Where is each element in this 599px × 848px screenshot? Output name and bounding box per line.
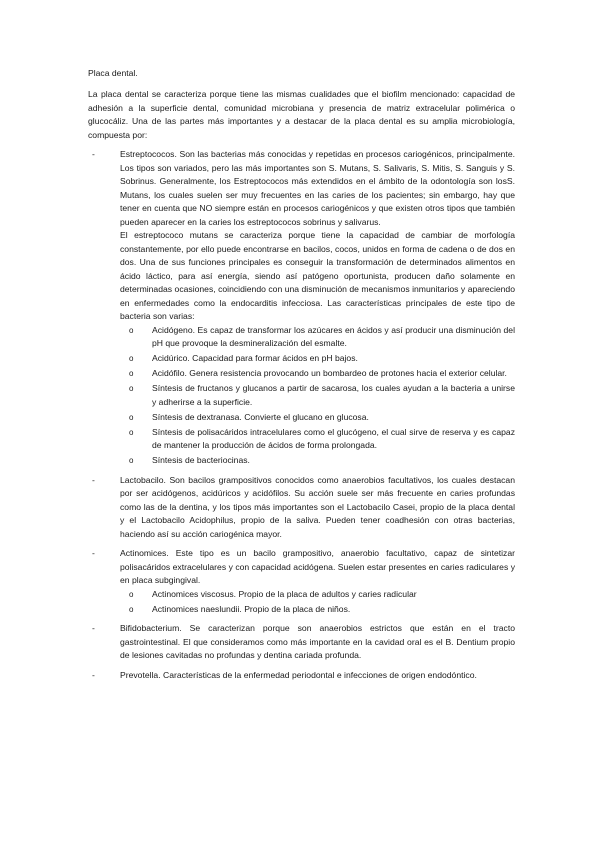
sub-item-text: Actinomices viscosus. Propio de la placa de adultos y caries radicular	[152, 588, 417, 599]
item-paragraph: El estreptococo mutans se caracteriza porque tiene la capacidad de cambiar de morfología constantemente, por ello puede encontrarse en bacilos, cocos, unidos en forma de cadena o de dos en dos. Una de sus funciones principales es conseguir la transformación de determinados alimentos en ácido láctico, para así energía, siendo así patógeno oportunista, producen daño solamente en determinadas ocasiones, coincidiendo con una disminución de mecanismos inmunitarios y apareciendo en enfermedades como la endocarditis infecciosa. Las características principales de este tipo de bacteria son varias:	[120, 230, 515, 321]
list-item	[88, 148, 515, 468]
intro-paragraph: La placa dental se caracteriza porque tiene las mismas cualidades que el biofilm mencionado: capacidad de adhesión a la superficie dental, comunidad microbiana y presencia de matriz extracelular polimérica o glucocáliz. Una de las partes más importantes y a destacar de la placa dental es su amplia microbiología, compuesta por:	[88, 89, 515, 140]
sub-item-text: Acidófilo. Genera resistencia provocando un bombardeo de protones hacia el exterior celular.	[152, 368, 507, 378]
dash-bullet: -	[92, 669, 95, 680]
sub-item-text: Síntesis de fructanos y glucanos a partir de sacarosa, los cuales ayudan a la bacteria a unirse y adherirse a la superficie.	[152, 383, 515, 407]
item-paragraph: Lactobacilo. Son bacilos grampositivos conocidos como anaerobios facultativos, los cuales destacan por ser acidógenos, acidúricos y acidófilos. Su acción suele ser más frecuente en caries profundas como las de la dentina, y los tipos más importantes son el Lactobacilo Casei, propio de la placa dental y el Lactobacilo Acidophilus, propio de la saliva. Pueden tener coadhesión con otras bacterias, haciendo así su acción cariogénica mayor.	[120, 474, 515, 539]
sub-list-item	[120, 454, 515, 468]
sub-item-text: Síntesis de bacteriocinas.	[152, 455, 250, 465]
circle-bullet: o	[129, 369, 134, 378]
sub-list-item	[120, 603, 515, 617]
sub-item-text: Síntesis de dextranasa. Convierte el glucano en glucosa.	[152, 411, 369, 422]
item-paragraph: Bifidobacterium. Se caracterizan porque son anaerobios estrictos que están en el tracto gastrointestinal. El que consideramos como más importante en la cavidad oral es el B. Dentium propio de lesiones cavitadas no profundas y dentina cariada profunda.	[120, 623, 515, 660]
sub-list-item	[120, 352, 515, 366]
sub-list-item	[120, 382, 515, 409]
sub-list-item	[120, 411, 515, 425]
circle-bullet: o	[129, 589, 134, 599]
sub-list-item	[120, 324, 515, 351]
list-item	[88, 669, 515, 683]
dash-bullet: -	[92, 149, 95, 159]
sub-item-text: Actinomices naeslundii. Propio de la placa de niños.	[152, 603, 351, 614]
dash-bullet: -	[92, 474, 95, 485]
document-title: Placa dental.	[88, 68, 138, 78]
circle-bullet: o	[129, 325, 134, 335]
list-item	[88, 474, 515, 542]
item-paragraph: Prevotella. Características de la enfermedad periodontal e infecciones de origen endodóntico.	[120, 669, 477, 680]
sub-list-item	[120, 367, 515, 381]
list-item	[88, 622, 515, 663]
sub-item-text: Síntesis de polisacáridos intracelulares como el glucógeno, el cual sirve de reserva y es capaz de mantener la producción de ácidos de forma prolongada.	[152, 426, 515, 450]
sub-item-text: Acidúrico. Capacidad para formar ácidos en pH bajos.	[152, 353, 358, 363]
circle-bullet: o	[129, 412, 134, 422]
circle-bullet: o	[129, 354, 134, 363]
circle-bullet: o	[129, 384, 134, 393]
bacteria-list	[88, 148, 515, 682]
list-item	[88, 547, 515, 616]
item-paragraph: Actinomices. Este tipo es un bacilo grampositivo, anaerobio facultativo, capaz de sintetizar polisacáridos extracelulares y con capacidad acidógena. Suelen estar presentes en caries radiculares y en placa subgingival.	[120, 548, 515, 585]
circle-bullet: o	[129, 604, 134, 614]
dash-bullet: -	[92, 623, 95, 633]
sub-list	[120, 324, 515, 468]
sub-list-item	[120, 426, 515, 453]
dash-bullet: -	[92, 548, 95, 558]
sub-item-text: Acidógeno. Es capaz de transformar los azúcares en ácidos y así producir una disminución del pH que provoque la desmineralización del esmalte.	[152, 324, 515, 348]
circle-bullet: o	[129, 456, 134, 465]
item-paragraph: Estreptococos. Son las bacterias más conocidas y repetidas en procesos cariogénicos, principalmente. Los tipos son variados, pero las más importantes son S. Mutans, S. Salivaris, S. Mitis, S. Sanguis y S. Sobrinus. Generalmente, los Estreptococos más extendidos en el ámbito de la odontología son losS. Mutans, los cuales suelen ser muy frecuentes en las caries de los pacientes; sin embargo, hay que tener en cuenta que NO siempre están en procesos cariogénicos y que existen otros tipos que también pueden aparecer en la caries los estreptococos sobrinus y salivarus.	[120, 149, 515, 227]
sub-list	[120, 588, 515, 617]
circle-bullet: o	[129, 427, 134, 437]
sub-list-item	[120, 588, 515, 602]
